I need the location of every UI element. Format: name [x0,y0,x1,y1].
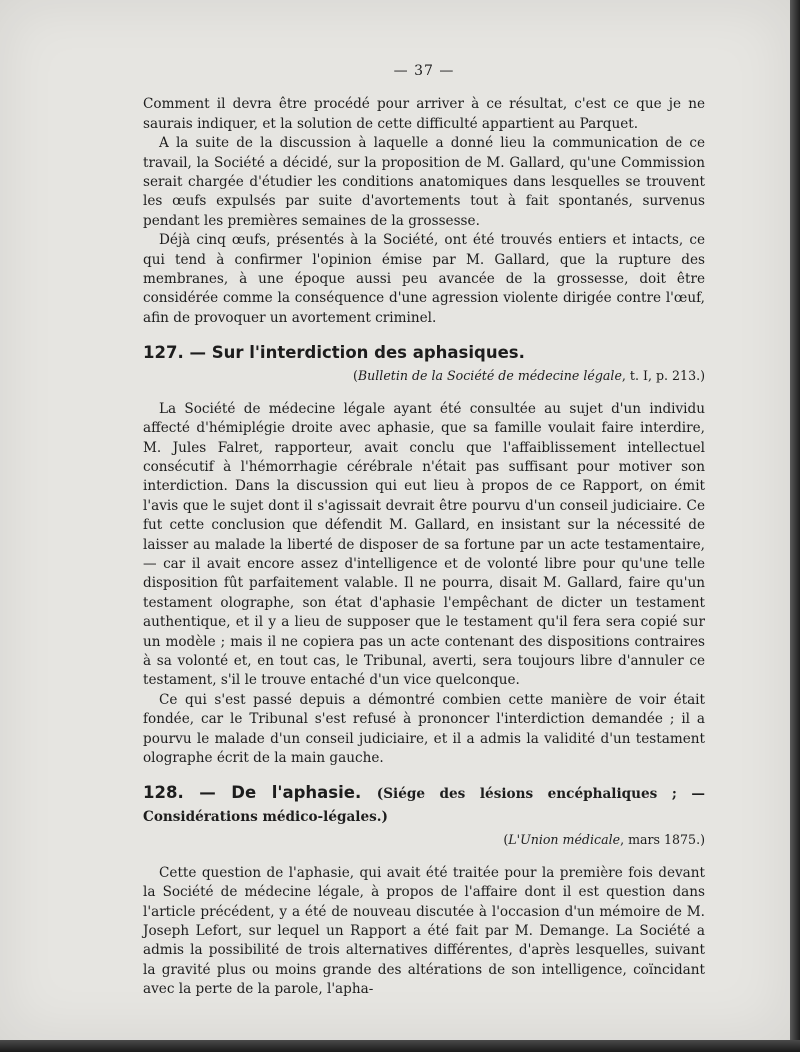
section-127-paragraph-1: La Société de médecine légale ayant été consultée au sujet d'un individu affecté d'hémiplégie droite avec aphasie, que sa famille voulait faire interdire, M. Jules Falret, rapporteur, avait conclu que l'affaiblissement intellectuel consécutif à l'hémorrhagie cérébrale n'était pas suffisant pour motiver son interdiction. Dans la discussion qui eut lieu à propos de ce Rapport, on émit l'avis que le sujet dont il s'agissait devrait être pourvu d'un conseil judiciaire. Ce fut cette conclusion que défendit M. Gallard, en insistant sur la nécessité de laisser au malade la liberté de disposer de sa fortune par un acte testamentaire, — car il avait encore assez d'intelligence et de volonté libre pour qu'une telle disposition fût parfaitement valable. Il ne pourra, disait M. Gallard, faire qu'un testament olographe, son état d'aphasie l'empêchant de dicter un testament authentique, et il y a lieu de supposer que le testament qu'il fera sera copié sur un modèle ; mais il ne copiera pas un acte contenant des dispositions contraires à sa volonté et, en tout cas, le Tribunal, averti, sera toujours libre d'annuler ce testament, s'il le trouve entaché d'un vice quelconque. [143,400,705,689]
page-edge-shadow [790,0,800,1052]
citation-ref: , mars 1875.) [620,832,705,848]
page-number: — 37 — [393,63,455,79]
citation-open: ( [352,368,358,384]
paragraph-five-eggs: Déjà cinq œufs, présentés à la Société, ont été trouvés entiers et intacts, ce qui tend à confirmer l'opinion émise par M. Gallard, que la rupture des membranes, à une époque aussi peu avancée de la grossesse, doit être considérée comme la conséquence d'une agression violente dirigée contre l'œuf, afin de provoquer un avortement criminel. [143,232,705,326]
page-bottom-shadow [0,1040,800,1052]
section-128-heading-sub: (Siége des lésions encéphaliques ; — Considérations médico-légales.) [143,786,706,826]
section-128-paragraph-1: Cette question de l'aphasie, qui avait été traitée pour la première fois devant la Société de médecine légale, à propos de l'affaire dont il est question dans l'article précédent, y a été de nouveau discutée à l'occasion d'un mémoire de M. Joseph Lefort, sur lequel un Rapport a été fait par M. Demange. La Société a admis la possibilité de trois alternatives différentes, d'après lesquelles, suivant la gravité plus ou moins grande des altérations de son intelligence, coïncidant avec la perte de la parole, l'apha- [143,864,705,998]
section-128-citation [143,830,705,849]
citation-journal: L'Union médicale [508,832,621,848]
page-content [143,62,705,1000]
section-127-citation [143,366,705,385]
citation-ref: , t. I, p. 213.) [621,368,705,384]
paragraph-continuation: Comment il devra être procédé pour arriver à ce résultat, c'est ce que je ne saurais indiquer, et la solution de cette difficulté appartient au Parquet. [143,96,705,132]
section-128-heading [143,782,705,828]
section-127-paragraph-2: Ce qui s'est passé depuis a démontré combien cette manière de voir était fondée, car le Tribunal s'est refusé à prononcer l'interdiction demandée ; il a pourvu le malade d'un conseil judiciaire, et il a admis la validité d'un testament olographe écrit de la main gauche. [143,691,705,766]
citation-open: ( [503,832,509,848]
paragraph-commission: A la suite de la discussion à laquelle a donné lieu la communication de ce travail, la Société a décidé, sur la proposition de M. Gallard, qu'une Commission serait chargée d'étudier les conditions anatomiques dans lesquelles se trouvent les œufs expulsés par suite d'avortements tout à fait spontanés, survenus pendant les premières semaines de la grossesse. [143,135,705,229]
citation-journal: Bulletin de la Société de médecine légale [357,368,622,384]
section-127-heading: 127. — Sur l'interdiction des aphasiques. [143,343,525,363]
section-128-heading-main: 128. — De l'aphasie. [143,783,362,803]
